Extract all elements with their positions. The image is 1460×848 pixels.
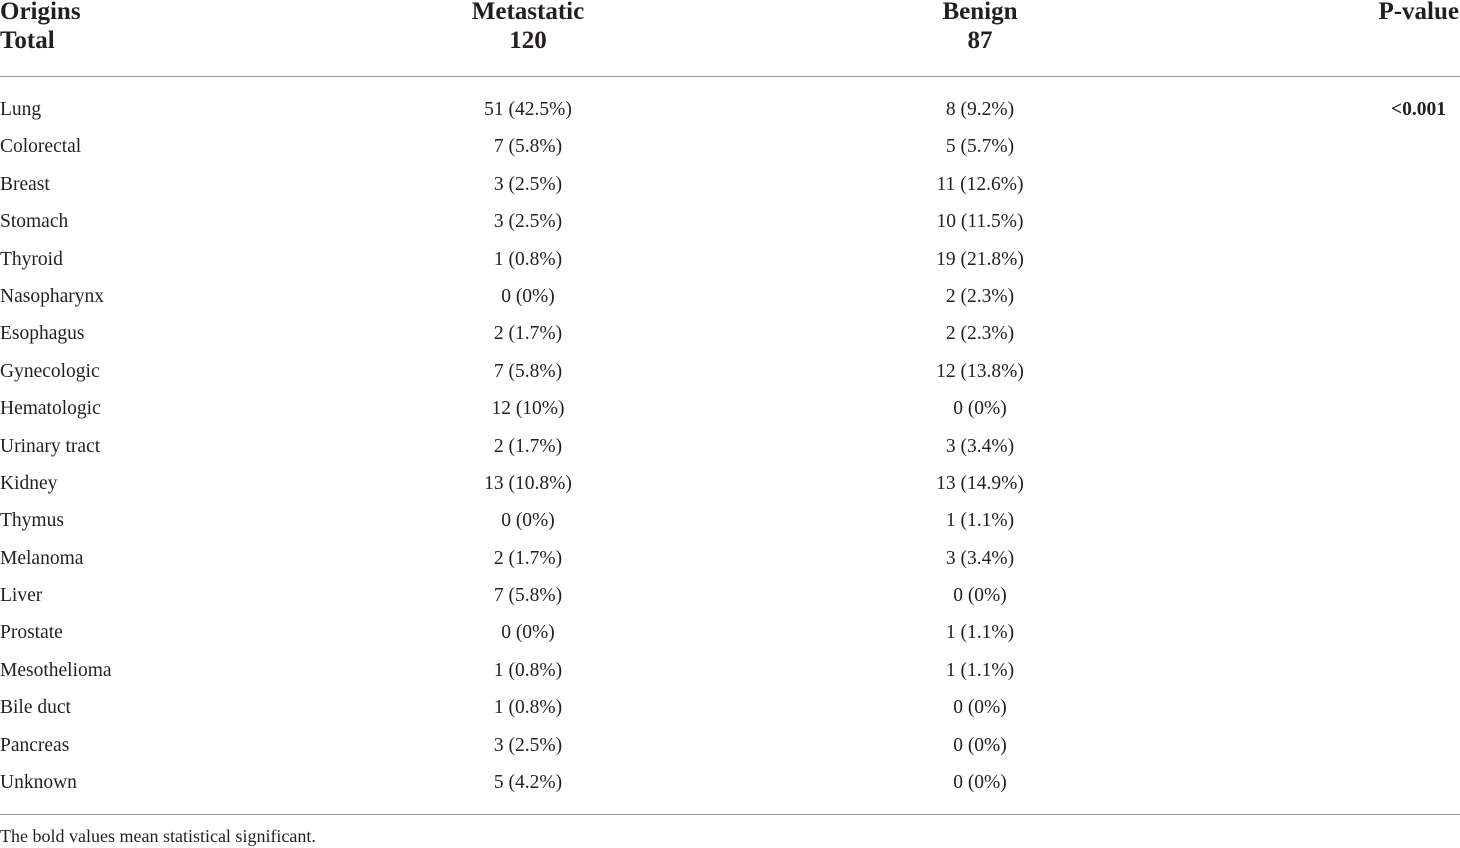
origin-cell: Lung [0,99,42,120]
benign-cell: 0 (0%) [953,734,1007,756]
benign-cell: 3 (3.4%) [945,435,1015,457]
benign-cell: 0 (0%) [953,585,1007,607]
metastatic-cell: 7 (5.8%) [493,136,563,158]
header-origins: Origins [0,0,81,25]
benign-cell: 3 (3.4%) [945,547,1015,569]
table-row [0,764,1460,801]
benign-cell: 1 (1.1%) [945,510,1015,532]
metastatic-cell: 2 (1.7%) [493,547,563,569]
table-row [0,689,1460,726]
metastatic-cell: 0 (0%) [501,622,555,644]
table-row [0,241,1460,278]
table-row [0,727,1460,764]
metastatic-cell: 2 (1.7%) [493,435,563,457]
table-row [0,203,1460,240]
benign-cell: 0 (0%) [953,772,1007,794]
metastatic-cell: 7 (5.8%) [493,585,563,607]
table-row [0,652,1460,689]
header-metastatic: Metastatic [471,0,585,25]
metastatic-cell: 3 (2.5%) [493,734,563,756]
origin-cell: Breast [0,173,50,195]
table-row [0,614,1460,651]
benign-cell: 1 (1.1%) [945,622,1015,644]
metastatic-cell: 1 (0.8%) [493,697,563,719]
table-row [0,91,1460,128]
origin-cell: Urinary tract [0,435,101,457]
table-row [0,166,1460,203]
header-benign-cell [880,0,1080,55]
origin-cell: Unknown [0,772,77,794]
table-row [0,428,1460,465]
table-row [0,315,1460,352]
table-row [0,465,1460,502]
pvalue-cell: <0.001 [1391,99,1446,120]
benign-cell: 10 (11.5%) [936,211,1024,233]
metastatic-cell: 5 (4.2%) [493,772,563,794]
benign-cell: 2 (2.3%) [945,323,1015,345]
header-total: Total [0,27,55,54]
table-row [0,278,1460,315]
origin-cell: Gynecologic [0,360,100,382]
origin-cell: Melanoma [0,547,84,569]
metastatic-cell: 51 (42.5%) [484,99,572,120]
origin-cell: Thyroid [0,248,63,270]
table-row [0,128,1460,165]
header-metastatic-total: 120 [509,27,547,54]
metastatic-cell: 3 (2.5%) [493,173,563,195]
header-metastatic-cell [428,0,628,55]
header-pvalue-cell [1378,0,1459,26]
benign-cell: 1 (1.1%) [945,659,1015,681]
metastatic-cell: 12 (10%) [491,398,565,420]
metastatic-cell: 1 (0.8%) [493,248,563,270]
origin-cell: Nasopharynx [0,285,104,307]
origin-cell: Stomach [0,211,69,233]
benign-cell: 0 (0%) [953,398,1007,420]
origin-cell: Liver [0,585,43,607]
origin-cell: Kidney [0,472,58,494]
benign-cell: 0 (0%) [953,697,1007,719]
header-pvalue: P-value [1378,0,1459,25]
origin-cell: Prostate [0,622,63,644]
header-benign-total: 87 [967,27,993,54]
benign-cell: 19 (21.8%) [936,248,1024,270]
metastatic-cell: 13 (10.8%) [484,472,572,494]
table-row [0,390,1460,427]
table-header [0,0,1460,77]
origin-cell: Colorectal [0,136,82,158]
table-row [0,502,1460,539]
table-body [0,77,1460,801]
header-origins-cell [0,0,81,55]
benign-cell: 12 (13.8%) [936,360,1024,382]
origin-cell: Mesothelioma [0,659,112,681]
metastatic-cell: 0 (0%) [501,285,555,307]
benign-cell: 13 (14.9%) [936,472,1024,494]
metastatic-cell: 2 (1.7%) [493,323,563,345]
benign-cell: 5 (5.7%) [945,136,1015,158]
header-benign: Benign [942,0,1018,25]
table-row [0,540,1460,577]
origin-cell: Esophagus [0,323,85,345]
origin-cell: Thymus [0,510,64,532]
benign-cell: 2 (2.3%) [945,285,1015,307]
metastatic-cell: 7 (5.8%) [493,360,563,382]
benign-cell: 11 (12.6%) [936,173,1024,195]
table-footnote: The bold values mean statistical significant. [0,826,316,846]
metastatic-cell: 1 (0.8%) [493,659,563,681]
table-row [0,577,1460,614]
benign-cell: 8 (9.2%) [945,99,1015,120]
origin-cell: Hematologic [0,398,101,420]
metastatic-cell: 0 (0%) [501,510,555,532]
metastatic-cell: 3 (2.5%) [493,211,563,233]
origin-cell: Bile duct [0,697,71,719]
origin-cell: Pancreas [0,734,70,756]
table-row [0,353,1460,390]
table-bottom-rule [0,814,1460,815]
